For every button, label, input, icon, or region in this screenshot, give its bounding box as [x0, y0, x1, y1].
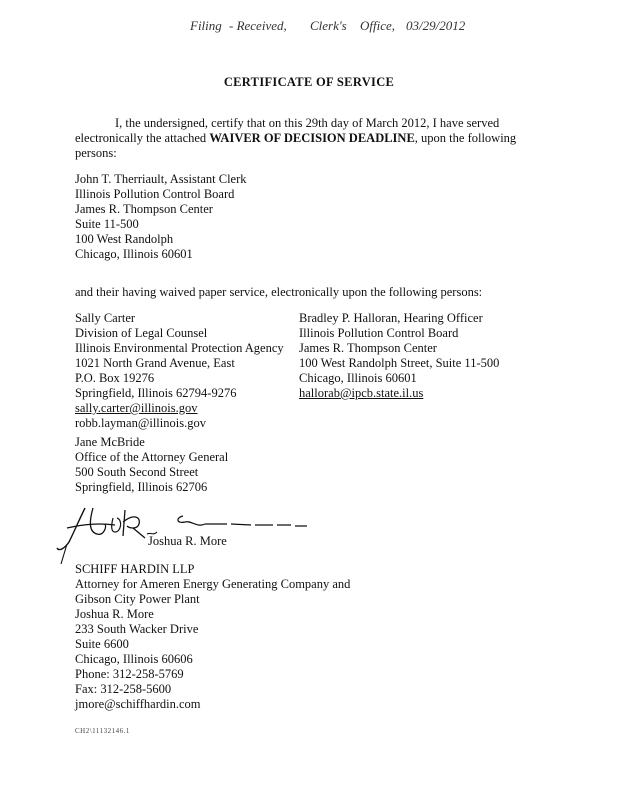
intro-doc-title: WAIVER OF DECISION DEADLINE — [209, 131, 415, 145]
address-line: Illinois Environmental Protection Agency — [75, 341, 284, 355]
address-line: Division of Legal Counsel — [75, 326, 208, 340]
address-line: Office of the Attorney General — [75, 450, 229, 464]
address-line: Bradley P. Halloran, Hearing Officer — [299, 311, 483, 325]
stamp-office: Office, — [360, 18, 396, 33]
firm-signature-block — [75, 562, 350, 712]
intro-prefix: I, the undersigned, certify that on this 29th day of March 2012, I have served electronically the attached — [75, 116, 500, 145]
clerk-address — [75, 172, 247, 262]
address-line: 100 West Randolph Street, Suite 11-500 — [299, 356, 500, 370]
firm-line: SCHIFF HARDIN LLP — [75, 562, 195, 576]
email-link-more[interactable]: jmore@schiffhardin.com — [75, 697, 201, 711]
address-line: Chicago, Illinois 60601 — [299, 371, 417, 385]
stamp-date: 03/29/2012 — [406, 18, 466, 33]
stamp-filing: Filing — [190, 18, 222, 33]
address-line: 500 South Second Street — [75, 465, 199, 479]
address-line: John T. Therriault, Assistant Clerk — [75, 172, 247, 186]
stamp-clerks: Clerk's — [310, 18, 347, 33]
stamp-received: - Received, — [229, 18, 287, 33]
halloran-address — [299, 311, 499, 401]
address-line: James R. Thompson Center — [75, 202, 213, 216]
address-line: Sally Carter — [75, 311, 136, 325]
carter-address — [75, 311, 284, 431]
address-line: James R. Thompson Center — [299, 341, 437, 355]
firm-line: Joshua R. More — [75, 607, 154, 621]
handwritten-signature — [55, 498, 335, 568]
waived-paragraph: and their having waived paper service, electronically upon the following persons: — [75, 285, 483, 299]
firm-line: Gibson City Power Plant — [75, 592, 200, 606]
address-line: Springfield, Illinois 62794-9276 — [75, 386, 237, 400]
firm-line: Phone: 312-258-5769 — [75, 667, 184, 681]
address-line: Jane McBride — [75, 435, 145, 449]
firm-line: Chicago, Illinois 60606 — [75, 652, 193, 666]
intro-suffix: , upon the following persons: — [75, 131, 517, 160]
signer-name: Joshua R. More — [148, 534, 227, 548]
firm-line: Attorney for Ameren Energy Generating Company and — [75, 577, 351, 591]
address-line: 100 West Randolph — [75, 232, 174, 246]
address-line: Chicago, Illinois 60601 — [75, 247, 193, 261]
document-footer-code: CH2\11132146.1 — [75, 727, 130, 735]
address-line: P.O. Box 19276 — [75, 371, 155, 385]
address-line: Illinois Pollution Control Board — [75, 187, 235, 201]
address-line: Suite 11-500 — [75, 217, 139, 231]
certificate-title: CERTIFICATE OF SERVICE — [223, 75, 395, 89]
address-line: 1021 North Grand Avenue, East — [75, 356, 235, 370]
firm-line: 233 South Wacker Drive — [75, 622, 199, 636]
email-link-carter[interactable]: sally.carter@illinois.gov — [75, 401, 198, 415]
email-link-halloran[interactable]: hallorab@ipcb.state.il.us — [299, 386, 424, 400]
address-line: Illinois Pollution Control Board — [299, 326, 459, 340]
email-link-layman[interactable]: robb.layman@illinois.gov — [75, 416, 206, 430]
mcbride-address — [75, 435, 228, 495]
firm-line: Suite 6600 — [75, 637, 129, 651]
firm-line: Fax: 312-258-5600 — [75, 682, 172, 696]
address-line: Springfield, Illinois 62706 — [75, 480, 208, 494]
intro-paragraph — [75, 116, 520, 161]
